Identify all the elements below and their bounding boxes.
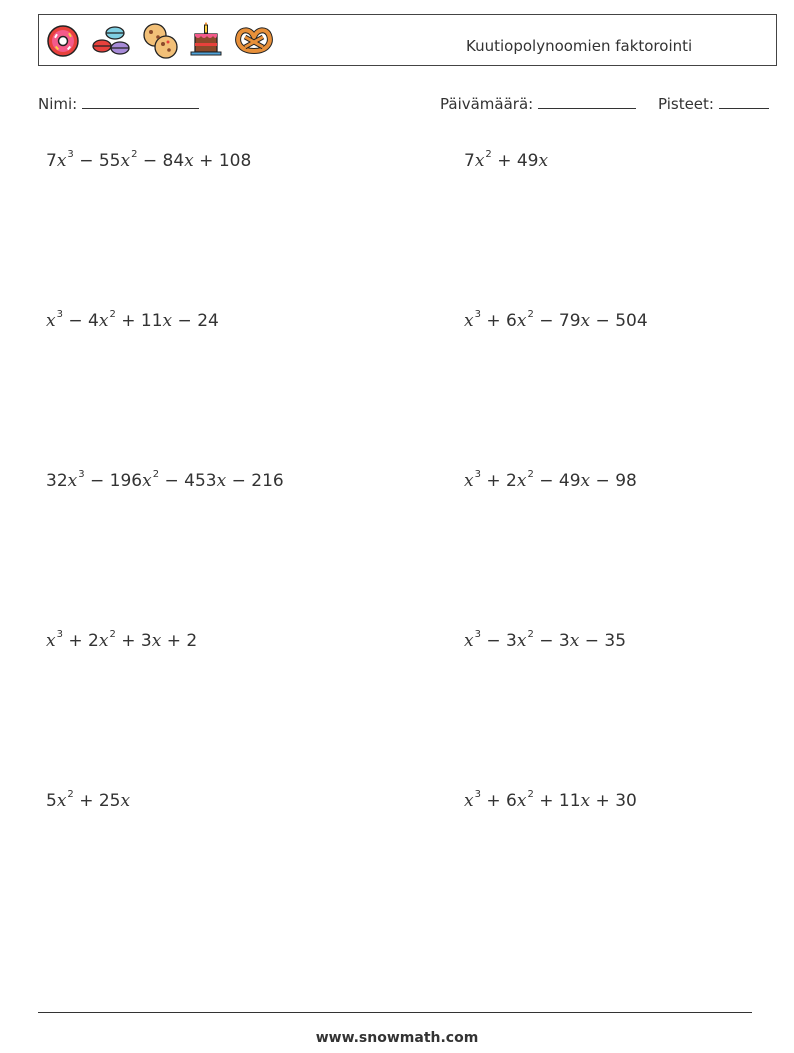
footer-url: www.snowmath.com [315, 1030, 479, 1046]
polynomial-term: − $55x^2$ [73, 149, 138, 171]
problem-4 [464, 311, 648, 331]
polynomial-term: + 30 [590, 791, 637, 811]
polynomial-term: − 98 [590, 471, 637, 491]
name-blank[interactable] [82, 94, 199, 109]
birthday-cake-icon [189, 22, 223, 60]
problem-2 [464, 151, 548, 171]
donut-icon [45, 23, 81, 59]
polynomial-term: + $2x^2$ [62, 629, 116, 651]
problem-7 [46, 631, 197, 651]
polynomial-term: + 3x [115, 631, 162, 651]
polynomial-term: + 2 [161, 631, 198, 651]
problem-1 [46, 151, 251, 171]
polynomial-term: − $4x^2$ [62, 309, 116, 331]
polynomial-term: $7x^2$ [464, 149, 492, 171]
polynomial-term: + $6x^2$ [480, 789, 534, 811]
polynomial-term: $x^3$ [464, 789, 481, 811]
worksheet-title: Kuutiopolynoomien faktorointi [466, 37, 693, 55]
problem-10 [464, 791, 637, 811]
date-field [440, 94, 636, 113]
problem-6 [464, 471, 637, 491]
polynomial-term: − $3x^2$ [480, 629, 534, 651]
worksheet-header [38, 14, 777, 66]
pretzel-icon [233, 23, 275, 59]
polynomial-term: $32x^3$ [46, 469, 85, 491]
name-label: Nimi: [38, 95, 78, 113]
polynomial-term: − $196x^2$ [84, 469, 160, 491]
score-field [658, 94, 769, 113]
problem-3 [46, 311, 219, 331]
polynomial-term: + 11x [115, 311, 173, 331]
polynomial-term: − 35 [579, 631, 627, 651]
polynomial-term: − 453x [159, 471, 227, 491]
name-field [38, 94, 199, 113]
polynomial-term: $5x^2$ [46, 789, 74, 811]
score-label: Pisteet: [658, 95, 714, 113]
date-label: Päivämäärä: [440, 95, 534, 113]
polynomial-term: $7x^3$ [46, 149, 74, 171]
polynomial-term: $x^3$ [46, 629, 63, 651]
polynomial-term: − 84x [137, 151, 194, 171]
polynomial-term: − 49x [533, 471, 591, 491]
cookies-icon [141, 22, 179, 60]
macarons-icon [91, 23, 131, 59]
polynomial-term: + 11x [533, 791, 591, 811]
problem-8 [464, 631, 626, 651]
problem-9 [46, 791, 130, 811]
polynomial-term: − 504 [590, 311, 648, 331]
polynomial-term: $x^3$ [46, 309, 63, 331]
polynomial-term: $x^3$ [464, 629, 481, 651]
polynomial-term: − 216 [226, 471, 284, 491]
footer-divider [38, 1012, 752, 1013]
polynomial-term: + 49x [491, 151, 549, 171]
polynomial-term: $x^3$ [464, 309, 481, 331]
polynomial-term: − 3x [533, 631, 580, 651]
header-icons [45, 22, 275, 60]
polynomial-term: − 79x [533, 311, 591, 331]
score-blank[interactable] [719, 94, 769, 109]
polynomial-term: + $2x^2$ [480, 469, 534, 491]
problem-5 [46, 471, 284, 491]
date-blank[interactable] [538, 94, 636, 109]
polynomial-term: − 24 [172, 311, 219, 331]
polynomial-term: $x^3$ [464, 469, 481, 491]
polynomial-term: + $6x^2$ [480, 309, 534, 331]
polynomial-term: + 108 [193, 151, 252, 171]
polynomial-term: + 25x [73, 791, 131, 811]
